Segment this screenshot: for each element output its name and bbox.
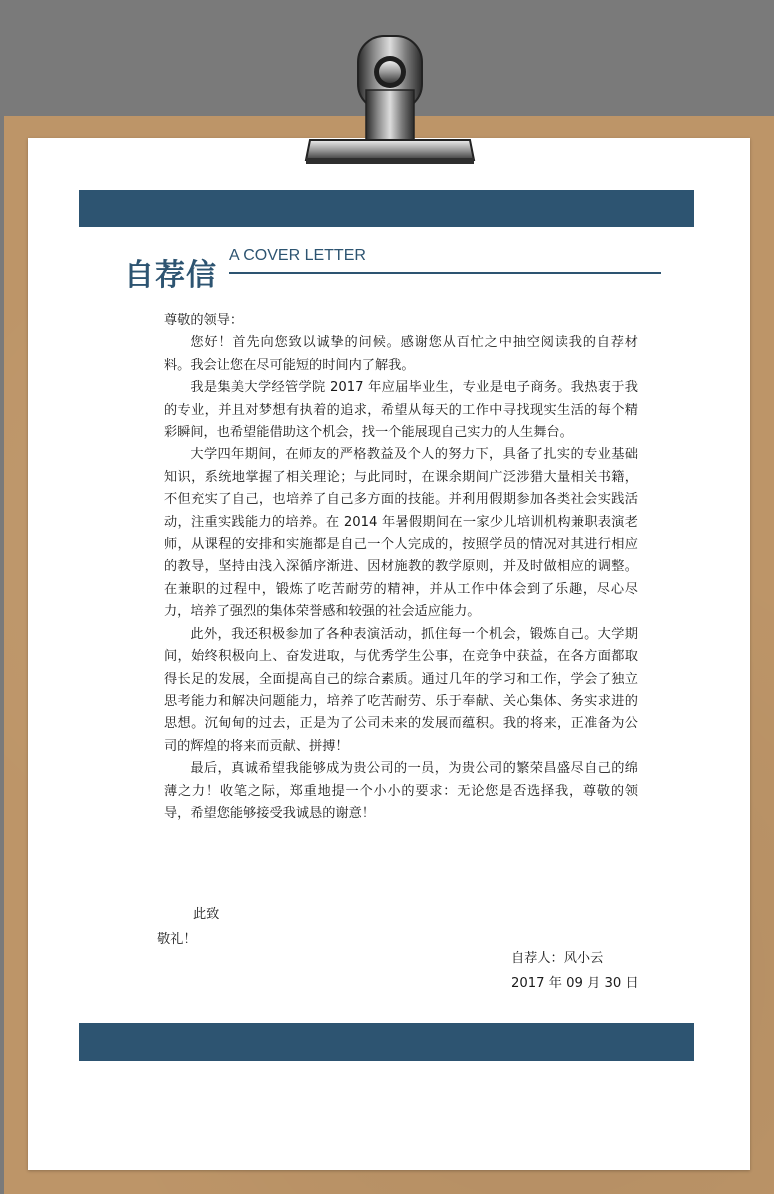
- title-english: A COVER LETTER: [229, 247, 366, 264]
- paragraph-introduction: 我是集美大学经管学院 2017 年应届毕业生，专业是电子商务。我热衷于我的专业，并且对梦想有执着的追求，希望从每天的工作中寻找现实生活的每个精彩瞬间，也希望能借助这个机会，找一个能展现自己实力的人生舞台。: [164, 380, 638, 441]
- binder-clip-icon: [300, 28, 480, 178]
- title-chinese: 自荐信: [124, 258, 217, 293]
- paragraph-activities: 此外，我还积极参加了各种表演活动，抓住每一个机会，锻炼自己。大学期间，始终积极向上、奋发进取，与优秀学生公事，在竞争中获益，在各方面都取得长足的发展，全面提高自己的综合素质。通过几年的学习和工作，学会了独立思考能力和解决问题能力，培养了吃苦耐劳、乐于奉献、关心集体、务实求进的思想。沉甸甸的过去，正是为了公司未来的发展而蕴积。我的将来，正准备为公司的辉煌的将来而贡献、拼搏！: [164, 626, 638, 754]
- header-band: [79, 190, 694, 227]
- footer-band: [79, 1023, 694, 1061]
- letter-body: [164, 310, 638, 825]
- paragraph-university: 大学四年期间，在师友的严格教益及个人的努力下，具备了扎实的专业基础知识，系统地掌握了相关理论；与此同时，在课余期间广泛涉猎大量相关书籍，不但充实了自己，也培养了自己多方面的技能。并利用假期参加各类社会实践活动，注重实践能力的培养。在 2014 年暑假期间在一家少儿培训机构兼职表演老师，从课程的安排和实施都是自己一个人完成的，按照学员的情况对其进行相应的教导，坚持由浅入深循序渐进、因材施教的教学原则，并及时做相应的调整。在兼职的过程中，锻炼了吃苦耐劳的精神，并从工作中体会到了乐趣，尽心尽力，培养了强烈的集体荣誉感和较强的社会适应能力。: [164, 447, 638, 620]
- closing-cizhi: 此致: [193, 907, 220, 922]
- paragraph-greeting: 您好！首先向您致以诚挚的问候。感谢您从百忙之中抽空阅读我的自荐材料。我会让您在尽可能短的时间内了解我。: [164, 335, 638, 373]
- letter-date: 2017 年 09 月 30 日: [511, 976, 639, 991]
- closing-jingli: 敬礼！: [157, 932, 197, 947]
- title-underline: [229, 272, 661, 274]
- paragraph-closing: 最后，真诚希望我能够成为贵公司的一员，为贵公司的繁荣昌盛尽自己的绵薄之力！收笔之际，郑重地提一个小小的要求：无论您是否选择我，尊敬的领导，希望您能够接受我诚恳的谢意！: [164, 761, 638, 821]
- signer-name: 自荐人：风小云: [511, 951, 604, 966]
- salutation: 尊敬的领导：: [164, 313, 244, 328]
